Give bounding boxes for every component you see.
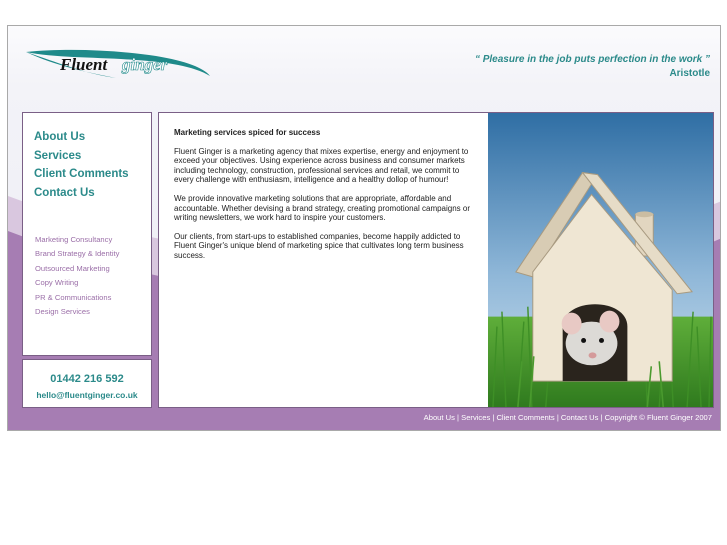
footer-services[interactable]: Services — [461, 413, 491, 422]
content-paragraph: Fluent Ginger is a marketing agency that mixes expertise, energy and enjoyment to exceed your objectives. Using experience across business and consumer markets including technology, construction, professional services and retail, we commit to every challenge with enthusiasm, intelligence and a healthy dollop of humour! — [174, 146, 469, 185]
nav-marketing-consultancy[interactable]: Marketing Consultancy — [35, 235, 113, 244]
footer-separator: | — [598, 413, 605, 422]
nav-contact-us[interactable]: Contact Us — [34, 187, 95, 199]
sidebar-nav — [22, 112, 152, 356]
nav-pr-communications[interactable]: PR & Communications — [35, 293, 112, 302]
page-frame — [7, 25, 721, 431]
content-paragraph: Our clients, from start-ups to established companies, become happily addicted to Fluent Ginger's unique blend of marketing spice that cultivates long term business success. — [174, 231, 464, 260]
logo-word-fluent: Fluent — [60, 55, 108, 74]
quote-text: “ Pleasure in the job puts perfection in the work ” — [474, 54, 710, 65]
nav-client-comments[interactable]: Client Comments — [34, 168, 129, 180]
nav-services[interactable]: Services — [34, 150, 82, 162]
footer-separator: | — [490, 413, 497, 422]
email-link[interactable]: hello@fluentginger.co.uk — [36, 390, 138, 400]
nav-design-services[interactable]: Design Services — [35, 307, 90, 316]
phone-number: 01442 216 592 — [50, 373, 124, 385]
footer-contact-us[interactable]: Contact Us — [560, 413, 599, 422]
main-content — [158, 112, 489, 408]
content-paragraph: We provide innovative marketing solutions that are appropriate, affordable and accountable. Whether devising a brand strategy, creating promotional campaigns or writing newsletters, we work hard to inspire your customers. — [174, 193, 471, 223]
mouse-house-photo — [488, 112, 714, 408]
contact-box — [22, 359, 152, 408]
nav-brand-strategy[interactable]: Brand Strategy & Identity — [35, 249, 120, 258]
quote-author: Aristotle — [669, 68, 710, 79]
logo-word-ginger: ginger — [122, 55, 168, 74]
footer-separator: | — [554, 413, 561, 422]
header-quote — [475, 53, 710, 81]
footer-copyright: Copyright © Fluent Ginger 2007 — [604, 413, 712, 422]
nav-about-us[interactable]: About Us — [34, 131, 86, 143]
footer-links — [424, 413, 712, 422]
footer-about-us[interactable]: About Us — [423, 413, 455, 422]
fluent-ginger-logo — [26, 48, 210, 80]
content-title: Marketing services spiced for success — [174, 128, 321, 137]
footer-client-comments[interactable]: Client Comments — [496, 413, 555, 422]
nav-copy-writing[interactable]: Copy Writing — [35, 278, 79, 287]
nav-outsourced-marketing[interactable]: Outsourced Marketing — [35, 264, 110, 273]
footer-separator: | — [454, 413, 462, 422]
